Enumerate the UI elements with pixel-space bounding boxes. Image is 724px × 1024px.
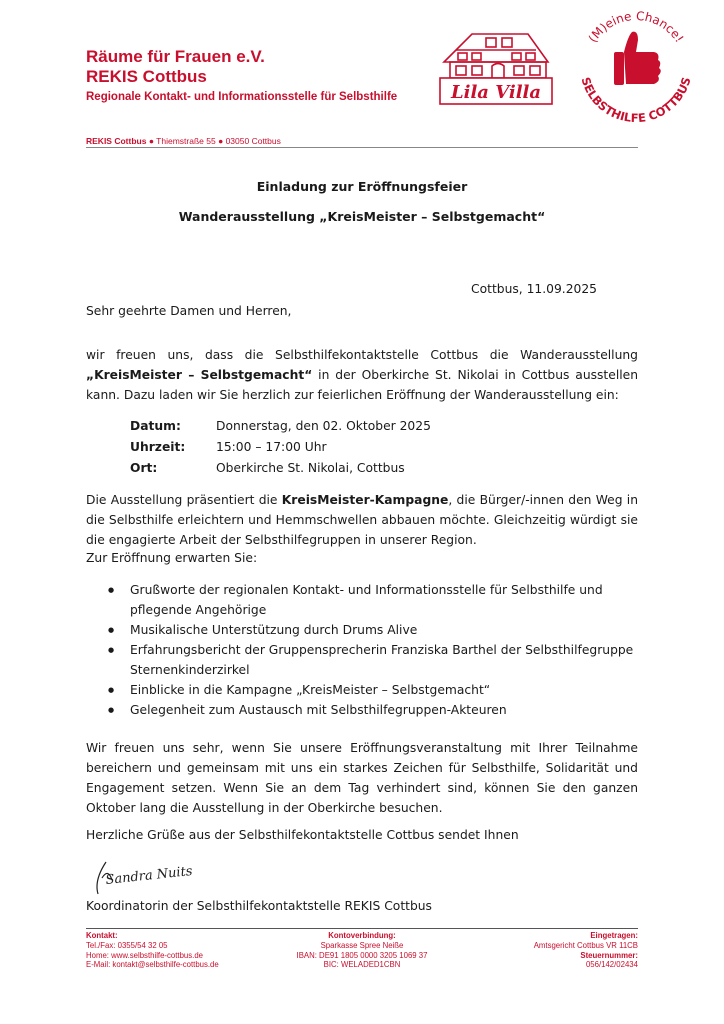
org-name-rekis: REKIS Cottbus [86, 67, 207, 86]
lila-villa-logo [436, 24, 556, 106]
lila-villa-text: Lila Villa [450, 82, 542, 103]
p2-text-a: Die Ausstellung präsentiert die [86, 493, 282, 507]
event-date-value: Donnerstag, den 02. Oktober 2025 [216, 419, 431, 433]
list-item: ● Grußworte der regionalen Kontakt- und Informationsstelle für Selbsthilfe und pflegende Angehörige [130, 580, 638, 620]
footer-phone: Tel./Fax: 0355/54 32 05 [86, 940, 168, 950]
org-name: Räume für Frauen e.V. [86, 47, 265, 66]
badge-bottom-text: SELBSTHILFE COTTBUS [578, 75, 694, 126]
program-intro: Zur Eröffnung erwarten Sie: [86, 551, 258, 565]
list-item: ● Erfahrungsbericht der Gruppensprecherin Franziska Barthel der Selbsthilfegruppe Sternenkinderzirkel [130, 640, 638, 680]
paragraph-closing: Wir freuen uns sehr, wenn Sie unsere Eröffnungsveranstaltung mit Ihrer Teilnahme bereichern und gemeinsam mit uns ein starkes Zeichen für Selbsthilfe, Solidarität und Engagement setzen. Wenn Sie an dem Tag verhindert sind, können Sie den ganzen Oktober lang die Ausstellung in der Oberkirche besuchen. [86, 741, 638, 815]
footer-tax-title: Steuernummer: [580, 950, 638, 960]
footer-contact-title: Kontakt: [86, 931, 118, 940]
sender-address: REKIS Cottbus ● Thiemstraße 55 ● 03050 Cottbus [86, 136, 281, 146]
letter-date: Cottbus, 11.09.2025 [471, 282, 597, 296]
svg-text:Sandra Nuits: Sandra Nuits [104, 863, 194, 888]
address-city: 03050 Cottbus [225, 136, 281, 146]
footer-reg-court: Amtsgericht Cottbus VR 11CB [533, 940, 638, 950]
p1-exhibition-name: „KreisMeister – Selbstgemacht“ [86, 368, 313, 382]
footer-bank [262, 931, 462, 970]
list-item: ● Gelegenheit zum Austausch mit Selbsthilfegruppen-Akteuren [130, 700, 638, 720]
event-place-row [130, 458, 431, 479]
footer-registration [534, 931, 638, 970]
address-street: Thiemstraße 55 [156, 136, 216, 146]
program-list [86, 580, 638, 720]
selbsthilfe-cottbus-badge [566, 6, 706, 138]
list-item: ● Musikalische Unterstützung durch Drums Alive [130, 620, 638, 640]
event-date-label: Datum: [130, 419, 181, 433]
footer-divider [86, 928, 638, 929]
list-item: ● Einblicke in die Kampagne „KreisMeister – Selbstgemacht“ [130, 680, 638, 700]
p1-text-b: in der Oberkirche St. Nikolai in Cottbus ausstellen kann. Dazu laden wir Sie herzlich zur feierlichen Eröffnung der Wanderausstellung ein: [86, 368, 639, 402]
event-place-value: Oberkirche St. Nikolai, Cottbus [216, 461, 405, 475]
event-time-row [130, 437, 431, 458]
event-time-value: 15:00 – 17:00 Uhr [216, 440, 327, 454]
footer-reg-title: Eingetragen: [590, 931, 638, 940]
signer-title: Koordinatorin der Selbsthilfekontaktstelle REKIS Cottbus [86, 899, 432, 913]
subject-line-2: Wanderausstellung „KreisMeister – Selbstgemacht“ [178, 209, 546, 224]
closing-line: Herzliche Grüße aus der Selbsthilfekontaktstelle Cottbus sendet Ihnen [86, 828, 519, 842]
footer-contact [86, 931, 219, 970]
org-subtitle: Regionale Kontakt- und Informationsstelle für Selbsthilfe [86, 91, 398, 103]
salutation: Sehr geehrte Damen und Herren, [86, 304, 292, 318]
address-name: REKIS Cottbus [86, 136, 147, 146]
footer-tax-number: 056/142/02434 [585, 960, 638, 970]
handwritten-signature [86, 850, 206, 898]
footer-bank-name: Sparkasse Spree Neiße [320, 940, 404, 950]
badge-top-text: (M)eine Chance! [585, 8, 687, 46]
event-time-label: Uhrzeit: [130, 440, 186, 454]
event-details [130, 416, 431, 479]
header-divider [86, 147, 638, 148]
p2-campaign-name: KreisMeister-Kampagne [281, 493, 449, 507]
paragraph-intro [86, 345, 638, 405]
event-date-row [130, 416, 431, 437]
footer-email: E-Mail: kontakt@selbsthilfe-cottbus.de [86, 960, 219, 970]
footer-home: Home: www.selbsthilfe-cottbus.de [86, 950, 204, 960]
footer-iban: IBAN: DE91 1805 0000 3205 1069 37 [296, 950, 428, 960]
thumbs-up-icon [614, 32, 661, 85]
subject-line-1: Einladung zur Eröffnungsfeier [256, 179, 468, 194]
p2-text-b: , die Bürger/-innen den Weg in die Selbsthilfe erleichtern und Hemmschwellen abbauen möchte. Gleichzeitig würdigt sie die engagierte Arbeit der Selbsthilfegruppen in unserer Region. [86, 493, 638, 547]
footer-bank-title: Kontoverbindung: [328, 931, 396, 940]
event-place-label: Ort: [130, 461, 158, 475]
footer-bic: BIC: WELADED1CBN [323, 960, 401, 970]
paragraph-campaign [86, 490, 638, 550]
p1-text-a: wir freuen uns, dass die Selbsthilfekontaktstelle Cottbus die Wanderausstellung [86, 348, 638, 362]
